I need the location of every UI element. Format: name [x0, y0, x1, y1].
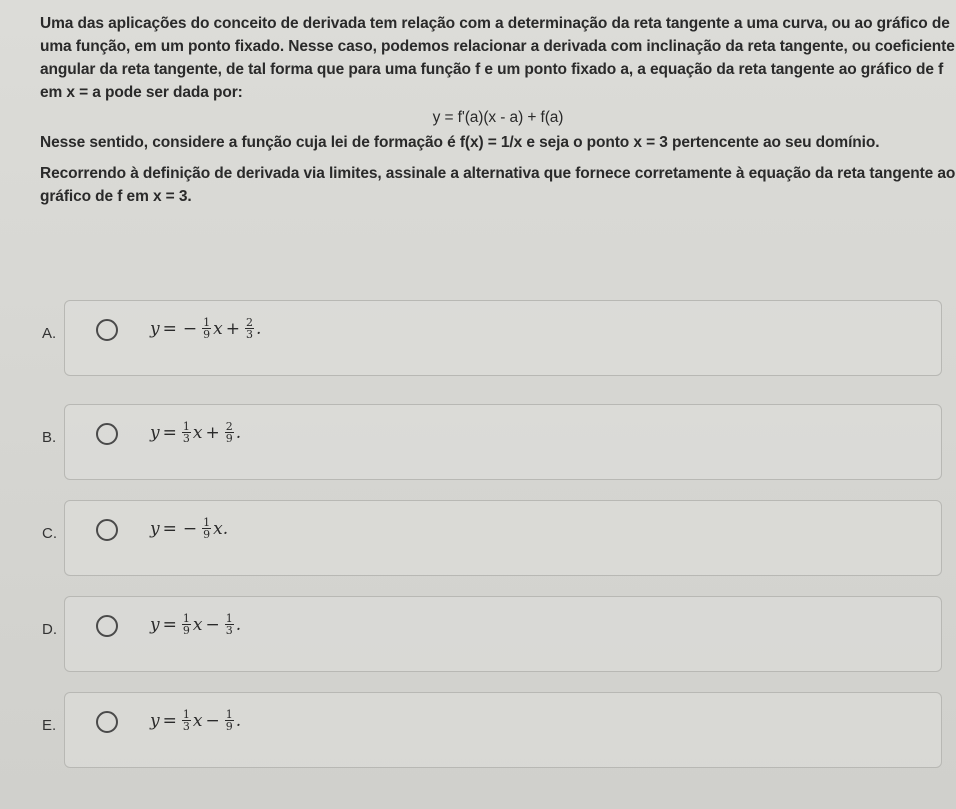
fraction: $\frac{1}{3}$: [182, 420, 190, 445]
fraction: $\frac{1}{3}$: [225, 612, 233, 637]
radio-button-d[interactable]: [96, 615, 118, 637]
radio-button-c[interactable]: [96, 519, 118, 541]
option-letter: D.: [42, 621, 57, 638]
option-expression: y = − $\frac{1}{9}$ x.: [150, 516, 229, 541]
radio-button-b[interactable]: [96, 423, 118, 445]
option-letter: A.: [42, 325, 57, 342]
fraction: $\frac{1}{3}$: [182, 708, 190, 733]
question-paragraph-1: Uma das aplicações do conceito de derivada tem relação com a determinação da reta tangente a uma curva, ou ao gráfico de uma função, em um ponto fixado. Nesse caso, podemos relacionar a derivada com inclinação da reta tangente, ou coeficiente angular da reta tangente, de tal forma que para uma função f e um ponto fixado a, a equação da reta tangente ao gráfico de f em x = a pode ser dada por:: [40, 15, 955, 101]
option-b[interactable]: [0, 404, 956, 474]
option-e[interactable]: [0, 692, 956, 762]
option-letter: C.: [42, 525, 57, 542]
option-letter: B.: [42, 429, 57, 446]
question-paragraph-2: Nesse sentido, considere a função cuja lei de formação é f(x) = 1/x e seja o ponto x = 3 pertencente ao seu domínio.: [40, 134, 880, 151]
option-expression: y = $\frac{1}{3}$ x + $\frac{2}{9}$ .: [150, 420, 242, 445]
tangent-line-formula: y = f'(a)(x - a) + f(a): [432, 109, 564, 126]
fraction: $\frac{2}{3}$: [245, 316, 253, 341]
fraction: $\frac{2}{9}$: [225, 420, 233, 445]
question-paragraph-3: Recorrendo à definição de derivada via limites, assinale a alternativa que fornece corretamente à equação da reta tangente ao gráfico de f em x = 3.: [40, 165, 956, 205]
option-expression: y = − $\frac{1}{9}$ x + $\frac{2}{3}$ .: [150, 316, 262, 341]
question-stem: [40, 12, 956, 208]
option-expression: y = $\frac{1}{9}$ x − $\frac{1}{3}$ .: [150, 612, 242, 637]
fraction: $\frac{1}{9}$: [225, 708, 233, 733]
option-a[interactable]: [0, 300, 956, 370]
option-expression: y = $\frac{1}{3}$ x − $\frac{1}{9}$ .: [150, 708, 242, 733]
fraction: $\frac{1}{9}$: [203, 516, 211, 541]
fraction: $\frac{1}{9}$: [182, 612, 190, 637]
option-letter: E.: [42, 717, 57, 734]
radio-button-e[interactable]: [96, 711, 118, 733]
radio-button-a[interactable]: [96, 319, 118, 341]
fraction: $\frac{1}{9}$: [203, 316, 211, 341]
option-c[interactable]: [0, 500, 956, 570]
option-d[interactable]: [0, 596, 956, 666]
